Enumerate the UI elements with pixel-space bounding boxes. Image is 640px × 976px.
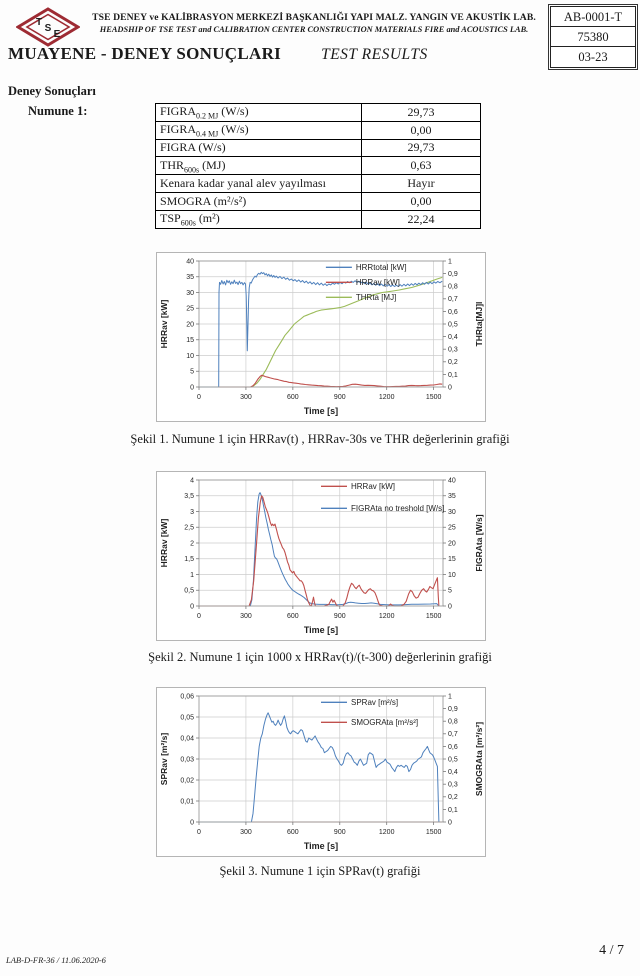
svg-text:0: 0 bbox=[197, 613, 201, 620]
svg-text:25: 25 bbox=[448, 524, 456, 532]
page-number: 4 / 7 bbox=[599, 943, 624, 958]
svg-text:0,2: 0,2 bbox=[448, 359, 458, 367]
title-english: TEST RESULTS bbox=[321, 46, 428, 63]
svg-text:3,5: 3,5 bbox=[184, 493, 194, 501]
svg-text:900: 900 bbox=[333, 394, 346, 401]
right-axis-title: THRta[MJ]l bbox=[474, 301, 484, 347]
series-line-1 bbox=[199, 375, 442, 387]
svg-text:1: 1 bbox=[448, 693, 452, 701]
svg-text:0,5: 0,5 bbox=[184, 587, 194, 595]
result-label: FIGRA (W/s) bbox=[156, 139, 362, 157]
svg-text:0,1: 0,1 bbox=[448, 806, 458, 814]
series-line-0 bbox=[199, 272, 442, 387]
chart-2-canvas bbox=[157, 472, 487, 640]
svg-text:600: 600 bbox=[287, 613, 299, 620]
legend-entry: SPRav [m²/s] bbox=[351, 697, 399, 707]
svg-text:1500: 1500 bbox=[425, 613, 442, 620]
result-value: 22,24 bbox=[362, 210, 481, 228]
legend-entry: THRta [MJ] bbox=[355, 292, 397, 302]
result-label: $FIGRA_{0.2 MJ}$ (W/s) bbox=[156, 104, 362, 122]
svg-text:600: 600 bbox=[287, 394, 299, 401]
svg-text:15: 15 bbox=[186, 337, 194, 345]
result-label: $THR_{600s}$ (MJ) bbox=[156, 157, 362, 175]
legend-entry: HRRav [kW] bbox=[351, 481, 395, 491]
result-value: 0,63 bbox=[362, 157, 481, 175]
svg-text:0: 0 bbox=[190, 819, 194, 827]
report-number: 75380 bbox=[551, 27, 635, 47]
footer-doc-code: LAB-D-FR-36 / 11.06.2020-6 bbox=[6, 955, 106, 965]
svg-text:0,7: 0,7 bbox=[448, 296, 458, 304]
svg-text:30: 30 bbox=[186, 289, 194, 297]
page-title bbox=[8, 44, 428, 64]
svg-text:2: 2 bbox=[190, 540, 194, 548]
figure-3-caption: Şekil 3. Numune 1 için SPRav(t) grafiği bbox=[219, 864, 421, 878]
figure-1-caption: Şekil 1. Numune 1 için HRRav(t) , HRRav-30s ve THR değerlerinin grafiği bbox=[130, 432, 510, 446]
svg-text:25: 25 bbox=[186, 305, 194, 313]
svg-text:0,06: 0,06 bbox=[180, 693, 194, 701]
svg-text:0,01: 0,01 bbox=[180, 798, 194, 806]
legend-entry: HRRav [kW] bbox=[355, 277, 400, 287]
svg-text:0,5: 0,5 bbox=[448, 321, 458, 329]
svg-text:1200: 1200 bbox=[378, 829, 395, 836]
svg-text:1: 1 bbox=[448, 258, 452, 266]
svg-text:0: 0 bbox=[197, 394, 201, 401]
table-row bbox=[156, 139, 481, 157]
svg-text:0,04: 0,04 bbox=[180, 735, 194, 743]
table-row bbox=[156, 192, 481, 210]
chart-3-canvas bbox=[157, 688, 487, 856]
org-header bbox=[88, 11, 540, 37]
section-title: Deney Sonuçları bbox=[8, 84, 96, 98]
svg-text:20: 20 bbox=[186, 321, 194, 329]
results-table bbox=[155, 103, 481, 229]
svg-text:40: 40 bbox=[448, 477, 456, 485]
svg-text:0,4: 0,4 bbox=[448, 334, 458, 341]
svg-text:0: 0 bbox=[448, 603, 452, 611]
right-axis-title: SMOGRAta [m²/s²] bbox=[474, 721, 484, 797]
svg-text:0: 0 bbox=[190, 603, 194, 611]
table-row bbox=[156, 175, 481, 193]
svg-text:2,5: 2,5 bbox=[184, 524, 194, 532]
tse-logo-icon bbox=[16, 7, 80, 47]
svg-text:35: 35 bbox=[186, 274, 194, 282]
doc-number: AB-0001-T bbox=[551, 7, 635, 27]
x-axis-title: Time [s] bbox=[303, 406, 339, 416]
table-row bbox=[156, 210, 481, 228]
right-axis-title: FIGRAta [W/s] bbox=[474, 514, 484, 572]
svg-text:0,6: 0,6 bbox=[448, 308, 458, 316]
result-value: 29,73 bbox=[362, 139, 481, 157]
series-line-0 bbox=[199, 713, 439, 822]
svg-text:300: 300 bbox=[240, 613, 252, 620]
svg-text:4: 4 bbox=[190, 477, 194, 485]
svg-text:300: 300 bbox=[240, 394, 252, 401]
svg-text:0: 0 bbox=[448, 384, 452, 392]
svg-text:5: 5 bbox=[448, 587, 452, 595]
legend-entry: SMOGRAta [m²/s²] bbox=[351, 717, 419, 727]
svg-text:3: 3 bbox=[190, 508, 194, 516]
svg-text:0,7: 0,7 bbox=[448, 731, 458, 739]
svg-text:0,5: 0,5 bbox=[448, 756, 458, 764]
svg-text:10: 10 bbox=[448, 571, 456, 579]
svg-text:T: T bbox=[35, 17, 43, 28]
svg-text:0,6: 0,6 bbox=[448, 743, 458, 751]
result-value: 0,00 bbox=[362, 192, 481, 210]
figure-1-hrr-thr-chart bbox=[156, 252, 486, 422]
svg-text:900: 900 bbox=[333, 613, 346, 620]
title-turkish: MUAYENE - DENEY SONUÇLARI bbox=[8, 44, 282, 63]
series-line-2 bbox=[199, 277, 442, 387]
svg-text:0,4: 0,4 bbox=[448, 769, 458, 776]
svg-text:0,9: 0,9 bbox=[448, 706, 458, 713]
chart-1-canvas bbox=[157, 253, 487, 421]
svg-text:5: 5 bbox=[190, 368, 194, 376]
svg-text:900: 900 bbox=[333, 829, 346, 836]
figure-2-figra-chart bbox=[156, 471, 486, 641]
svg-text:1: 1 bbox=[190, 571, 194, 579]
svg-text:0,3: 0,3 bbox=[448, 346, 458, 354]
svg-text:0,8: 0,8 bbox=[448, 718, 458, 726]
legend-entry: HRRtotal [kW] bbox=[355, 262, 407, 272]
sample-label: Numune 1: bbox=[28, 104, 88, 118]
svg-text:300: 300 bbox=[240, 829, 252, 836]
svg-text:0,9: 0,9 bbox=[448, 271, 458, 278]
table-row bbox=[156, 121, 481, 139]
x-axis-title: Time [s] bbox=[303, 841, 339, 851]
figure-2-caption: Şekil 2. Numune 1 için 1000 x HRRav(t)/(t-300) değerlerinin grafiği bbox=[148, 650, 492, 664]
svg-text:S: S bbox=[44, 23, 52, 34]
doc-number-box bbox=[550, 6, 636, 68]
result-value: Hayır bbox=[362, 175, 481, 193]
left-axis-title: SPRav [m²/s] bbox=[159, 732, 169, 786]
svg-text:0: 0 bbox=[197, 829, 201, 836]
left-axis-title: HRRav [kW] bbox=[159, 299, 169, 349]
left-axis-title: HRRav [kW] bbox=[159, 518, 169, 568]
svg-text:0: 0 bbox=[448, 819, 452, 827]
result-value: 29,73 bbox=[362, 104, 481, 122]
revision-number: 03-23 bbox=[578, 50, 608, 64]
svg-text:1500: 1500 bbox=[425, 394, 442, 401]
result-label: Kenara kadar yanal alev yayılması bbox=[156, 175, 362, 193]
result-label: $FIGRA_{0.4 MJ}$ (W/s) bbox=[156, 121, 362, 139]
svg-text:1500: 1500 bbox=[425, 829, 442, 836]
svg-text:40: 40 bbox=[186, 258, 194, 266]
result-label: SMOGRA (m²/s²) bbox=[156, 192, 362, 210]
svg-text:1200: 1200 bbox=[378, 394, 395, 401]
result-value: 0,00 bbox=[362, 121, 481, 139]
svg-text:0,8: 0,8 bbox=[448, 283, 458, 291]
svg-text:10: 10 bbox=[186, 352, 194, 360]
svg-text:600: 600 bbox=[287, 829, 299, 836]
svg-text:15: 15 bbox=[448, 556, 456, 564]
table-row bbox=[156, 104, 481, 122]
svg-text:1,5: 1,5 bbox=[184, 556, 194, 564]
svg-text:20: 20 bbox=[448, 540, 456, 548]
legend-entry: FIGRAta no treshold [W/s] bbox=[351, 503, 445, 513]
svg-text:0,03: 0,03 bbox=[180, 756, 194, 764]
svg-text:35: 35 bbox=[448, 493, 456, 501]
figure-3-spr-chart bbox=[156, 687, 486, 857]
svg-text:0,05: 0,05 bbox=[180, 714, 194, 722]
svg-text:30: 30 bbox=[448, 508, 456, 516]
svg-text:0: 0 bbox=[190, 384, 194, 392]
org-name-en: HEADSHIP OF TSE TEST and CALIBRATION CENTER CONSTRUCTION MATERIALS FIRE and ACOUSTICS LAB. bbox=[99, 25, 529, 35]
result-label: $TSP_{600s}$ (m²) bbox=[156, 210, 362, 228]
svg-text:0,1: 0,1 bbox=[448, 371, 458, 379]
svg-text:1200: 1200 bbox=[378, 613, 395, 620]
org-name-tr: TSE DENEY ve KALİBRASYON MERKEZİ BAŞKANLIĞI YAPI MALZ. YANGIN VE AKUSTİK LAB. bbox=[92, 12, 536, 23]
svg-text:0,02: 0,02 bbox=[180, 777, 194, 785]
svg-text:E: E bbox=[53, 29, 61, 40]
svg-text:0,2: 0,2 bbox=[448, 794, 458, 802]
table-row bbox=[156, 157, 481, 175]
x-axis-title: Time [s] bbox=[303, 625, 339, 635]
svg-text:0,3: 0,3 bbox=[448, 781, 458, 789]
